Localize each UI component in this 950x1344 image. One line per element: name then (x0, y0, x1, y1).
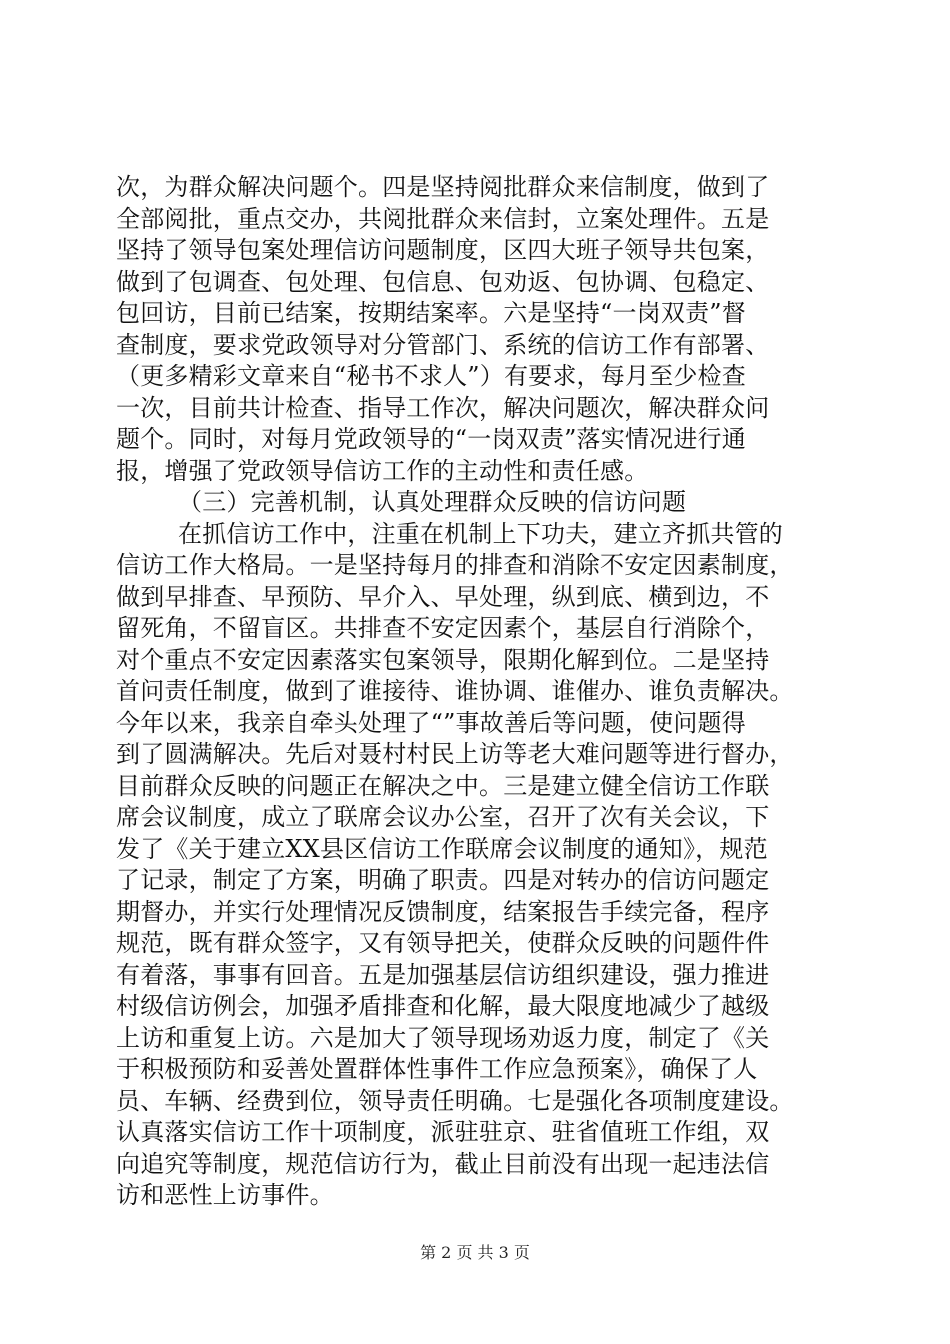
text-line: 于积极预防和妥善处置群体性事件工作应急预案》，确保了人 (116, 1055, 758, 1083)
text-line: 包回访，目前已结案，按期结案率。六是坚持“一岗双责”督 (116, 299, 746, 327)
text-line: 规范，既有群众签字，又有领导把关，使群众反映的问题件件 (116, 929, 770, 957)
text-line: 到了圆满解决。先后对聂村村民上访等老大难问题等进行督办， (116, 740, 794, 768)
text-line: 坚持了领导包案处理信访问题制度，区四大班子领导共包案， (116, 236, 770, 264)
text-line: 今年以来，我亲自牵头处理了“”事故善后等问题，使问题得 (116, 708, 746, 737)
text-line: 做到早排查、早预防、早介入、早处理，纵到底、横到边，不 (116, 582, 770, 611)
text-line: 访和恶性上访事件。 (116, 1181, 334, 1209)
text-line: 向追究等制度，规范信访行为，截止目前没有出现一起违法信 (116, 1149, 770, 1178)
body-text (116, 172, 866, 1212)
text-line: 信访工作大格局。一是坚持每月的排查和消除不安定因素制度， (116, 551, 794, 579)
text-line: 首问责任制度，做到了谁接待、谁协调、谁催办、谁负责解决。 (116, 677, 794, 705)
text-line: 席会议制度，成立了联席会议办公室，召开了次有关会议，下 (116, 803, 770, 831)
page-number-footer: 第 2 页 共 3 页 (420, 1243, 530, 1262)
text-line: 留死角，不留盲区。共排查不安定因素个，基层自行消除个， (116, 614, 770, 642)
text-line: 认真落实信访工作十项制度，派驻驻京、驻省值班工作组，双 (116, 1118, 770, 1146)
text-line: 员、车辆、经费到位，领导责任明确。七是强化各项制度建设。 (116, 1086, 794, 1115)
text-line: 报，增强了党政领导信访工作的主动性和责任感。 (116, 456, 649, 485)
text-line: 全部阅批，重点交办，共阅批群众来信封，立案处理件。五是 (116, 204, 770, 233)
text-line: 发了《关于建立XX县区信访工作联席会议制度的通知》，规范 (116, 834, 768, 863)
text-line: 有着落，事事有回音。五是加强基层信访组织建设，强力推进 (116, 960, 770, 989)
text-line: 村级信访例会，加强矛盾排查和化解，最大限度地减少了越级 (116, 992, 770, 1020)
section-heading: （三）完善机制，认真处理群众反映的信访问题 (178, 488, 687, 516)
text-line: 了记录，制定了方案，明确了职责。四是对转办的信访问题定 (116, 866, 770, 894)
text-line: 查制度，要求党政领导对分管部门、系统的信访工作有部署、 (116, 330, 770, 359)
text-line: 上访和重复上访。六是加大了领导现场劝返力度，制定了《关 (116, 1023, 770, 1052)
text-line: 做到了包调查、包处理、包信息、包劝返、包协调、包稳定、 (116, 267, 770, 296)
text-line: （更多精彩文章来自“秘书不求人”）有要求，每月至少检查 (116, 362, 746, 390)
text-line: 对个重点不安定因素落实包案领导，限期化解到位。二是坚持 (116, 645, 770, 674)
text-line: 次，为群众解决问题个。四是坚持阅批群众来信制度，做到了 (116, 173, 770, 201)
paragraph-first-line: 在抓信访工作中，注重在机制上下功夫，建立齐抓共管的 (178, 519, 783, 548)
text-line: 目前群众反映的问题正在解决之中。三是建立健全信访工作联 (116, 771, 770, 800)
text-line: 期督办，并实行处理情况反馈制度，结案报告手续完备，程序 (116, 897, 770, 926)
text-line: 一次，目前共计检查、指导工作次，解决问题次，解决群众问 (116, 393, 770, 422)
text-line: 题个。同时，对每月党政领导的“一岗双责”落实情况进行通 (116, 425, 746, 453)
